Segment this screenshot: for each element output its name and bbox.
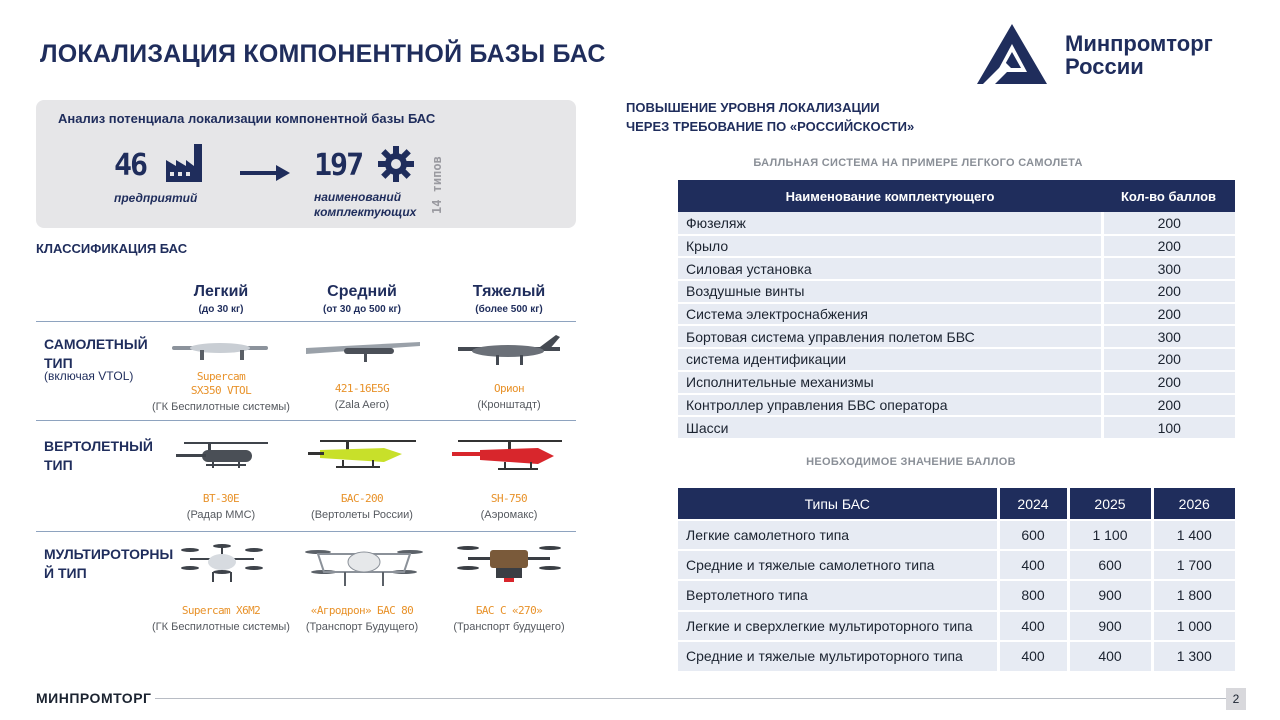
footer-divider [36,698,1246,699]
row-label-multirotor: МУЛЬТИРОТОРНЫ Й ТИП [44,546,174,581]
localization-heading: ПОВЫШЕНИЕ УРОВНЯ ЛОКАЛИЗАЦИИ ЧЕРЕЗ ТРЕБОВАНИЕ ПО «РОССИЙСКОСТИ» [626,100,915,134]
column-head-medium: Средний (от 30 до 500 кг) [323,283,401,315]
table-row: Воздушные винты 200 [678,280,1235,303]
points-header-component: Наименование комплектующего [678,180,1102,212]
row-label-helicopter: ВЕРТОЛЕТНЫЙ ТИП [44,438,153,473]
craft-agrodron-80: «Агродрон» БАС 80 (Транспорт Будущего) [305,604,419,633]
factory-icon [164,142,206,184]
table-row: Легкие самолетного типа 600 1 100 1 400 [678,520,1235,550]
fixed-wing-drone-image [304,338,422,364]
required-points-table [678,488,1235,671]
heavy-drone-image [456,333,562,369]
required-header-type: Типы БАС [678,488,998,520]
analysis-title: Анализ потенциала локализации компонентной базы БАС [58,111,436,126]
table-row: Средние и тяжелые самолетного типа 400 600 1 700 [678,550,1235,580]
divider [36,321,576,322]
craft-bas-c-270: БАС С «270» (Транспорт будущего) [453,604,565,633]
row-sub-airplane: (включая VTOL) [44,369,134,383]
multirotor-drone-image [180,542,264,584]
craft-bt-30e: BT-30E (Радар ММС) [186,492,256,521]
points-header-points: Кол-во баллов [1102,180,1235,212]
points-table [678,180,1235,440]
row-label-airplane: САМОЛЕТНЫЙ ТИП [44,336,148,371]
required-header-2024: 2024 [998,488,1068,520]
footer-org: МИНПРОМТОРГ [36,690,155,706]
page-number: 2 [1226,688,1246,710]
craft-orion: Орион (Кронштадт) [477,382,541,411]
table-row: Крыло 200 [678,235,1235,258]
enterprises-count: 46 [114,148,147,183]
classification-title: КЛАССИФИКАЦИЯ БАС [36,241,188,256]
craft-supercam-x6m2: Supercam X6M2 (ГК Беспилотные системы) [152,604,290,633]
multirotor-drone-image [456,540,562,584]
helicopter-drone-image [450,436,566,478]
table-row: Легкие и сверхлегкие мультироторного типа 400 900 1 000 [678,611,1235,641]
logo-triangle-icon [975,22,1049,86]
table-row: Средние и тяжелые мультироторного типа 400 400 1 300 [678,641,1235,671]
ministry-logo [975,22,1245,90]
enterprises-label: предприятий [114,191,198,205]
craft-supercam-sx350: Supercam SX350 VTOL (ГК Беспилотные системы) [152,370,290,413]
craft-sh-750: SH-750 (Аэромакс) [480,492,538,521]
table-row: Исполнительные механизмы 200 [678,371,1235,394]
analysis-panel [36,100,576,228]
helicopter-drone-image [174,434,270,478]
table-row: Контроллер управления БВС оператора 200 [678,394,1235,417]
components-label: наименований комплектующих [314,190,417,219]
page-title: ЛОКАЛИЗАЦИЯ КОМПОНЕНТНОЙ БАЗЫ БАС [40,40,606,68]
table-row: Вертолетного типа 800 900 1 800 [678,580,1235,610]
points-subtitle: БАЛЛЬНАЯ СИСТЕМА НА ПРИМЕРЕ ЛЕГКОГО САМОЛЕТА [753,157,1083,169]
multirotor-drone-image [304,542,424,588]
column-head-light: Легкий (до 30 кг) [193,283,249,315]
divider [36,420,576,421]
table-row: Фюзеляж 200 [678,212,1235,235]
table-row: Бортовая система управления полетом БВС 300 [678,325,1235,348]
gear-icon [378,146,414,182]
required-header-2025: 2025 [1068,488,1152,520]
table-row: Силовая установка 300 [678,257,1235,280]
logo-text: Минпромторг России [1065,31,1213,79]
fixed-wing-drone-image [170,336,270,362]
types-count-vertical: 14 типов [430,156,444,214]
table-row: Система электроснабжения 200 [678,303,1235,326]
helicopter-drone-image [306,436,420,476]
arrow-right-icon [240,164,290,182]
components-count: 197 [314,148,363,183]
required-subtitle: НЕОБХОДИМОЕ ЗНАЧЕНИЕ БАЛЛОВ [806,456,1016,468]
divider [36,531,576,532]
craft-zala-421: 421-16Е5G (Zala Aero) [334,382,390,411]
table-row: система идентификации 200 [678,348,1235,371]
craft-bas-200: БАС-200 (Вертолеты России) [311,492,413,521]
column-head-heavy: Тяжелый (более 500 кг) [472,283,546,315]
required-header-2026: 2026 [1152,488,1235,520]
table-row: Шасси 100 [678,416,1235,439]
